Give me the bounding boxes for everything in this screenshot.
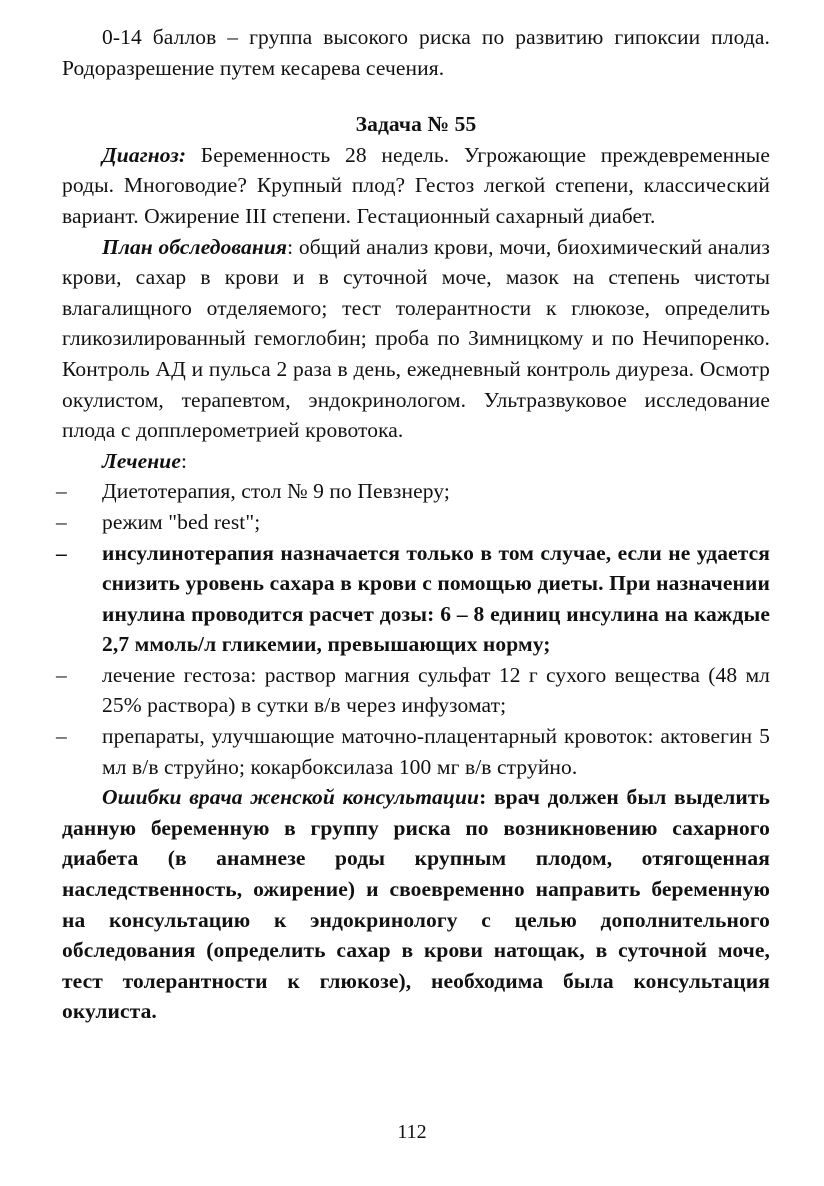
intro-paragraph (62, 22, 770, 83)
treatment-item-diet (56, 476, 770, 507)
diagnosis-label: Диагноз: (102, 142, 187, 167)
document-page (56, 22, 770, 1027)
treatment-item-bloodflow (56, 721, 770, 782)
errors-text: : врач должен был выделить данную беременную в группу риска по возникновению сахарного диабета (в анамнезе роды крупным плодом, отягощенная наследственность, ожирение) и своевременно направить беременную на консультацию к эндокринологу с целью дополнительного обследования (определить сахар в крови натощак, в суточной моче, тест толерантности к глюкозе), необходима была консультация окулиста. (62, 785, 770, 1024)
treatment-heading (62, 446, 770, 477)
list-dash: – (56, 509, 67, 534)
diagnosis-paragraph (62, 140, 770, 232)
intro-text: 0-14 баллов – группа высокого риска по развитию гипоксии плода. Родоразрешение путем кесарева сечения. (62, 25, 770, 80)
treatment-item-text: режим "bed rest"; (102, 509, 261, 534)
errors-label: Ошибки врача женской консультации (102, 785, 480, 810)
list-dash: – (56, 724, 67, 749)
task-title: Задача № 55 (355, 112, 477, 137)
treatment-list (56, 476, 770, 782)
treatment-item-text: Диетотерапия, стол № 9 по Певзнеру; (102, 479, 450, 504)
plan-text: : общий анализ крови, мочи, биохимический анализ крови, сахар в крови и в суточной моче, мазок на степень чистоты влагалищного отделяемого; тест толерантности к глюкозе, определить гликозилированный гемоглобин; проба по Зимницкому и по Нечипоренко. Контроль АД и пульса 2 раза в день, ежедневный контроль диуреза. Осмотр окулистом, терапевтом, эндокринологом. Ультразвуковое исследование плода с допплерометрией кровотока. (62, 234, 770, 443)
list-dash: – (56, 662, 67, 687)
plan-paragraph (62, 232, 770, 446)
treatment-item-text: инсулинотерапия назначается только в том случае, если не удается снизить уровень сахара в крови с помощью диеты. При назначении инулина проводится расчет дозы: 6 – 8 единиц инсулина на каждые 2,7 ммоль/л гликемии, превышающих норму; (102, 540, 770, 657)
treatment-item-insulin (56, 538, 770, 660)
list-dash: – (56, 540, 67, 565)
treatment-colon: : (180, 448, 188, 473)
treatment-item-text: препараты, улучшающие маточно-плацентарный кровоток: актовегин 5 мл в/в струйно; кокарбоксилаза 100 мг в/в струйно. (102, 724, 770, 779)
plan-label: План обследования (102, 234, 288, 259)
treatment-item-text: лечение гестоза: раствор магния сульфат 12 г сухого вещества (48 мл 25% раствора) в сутки в/в через инфузомат; (102, 662, 770, 718)
treatment-item-gestosis (56, 660, 770, 721)
treatment-item-bed-rest (56, 507, 770, 538)
errors-paragraph (62, 782, 770, 1027)
page-number: 112 (397, 1121, 427, 1143)
treatment-label: Лечение (102, 448, 181, 473)
list-dash: – (56, 479, 67, 504)
diagnosis-text: Беременность 28 недель. Угрожающие преждевременные роды. Многоводие? Крупный плод? Гестоз легкой степени, классический вариант. Ожирение III степени. Гестационный сахарный диабет. (62, 142, 770, 228)
